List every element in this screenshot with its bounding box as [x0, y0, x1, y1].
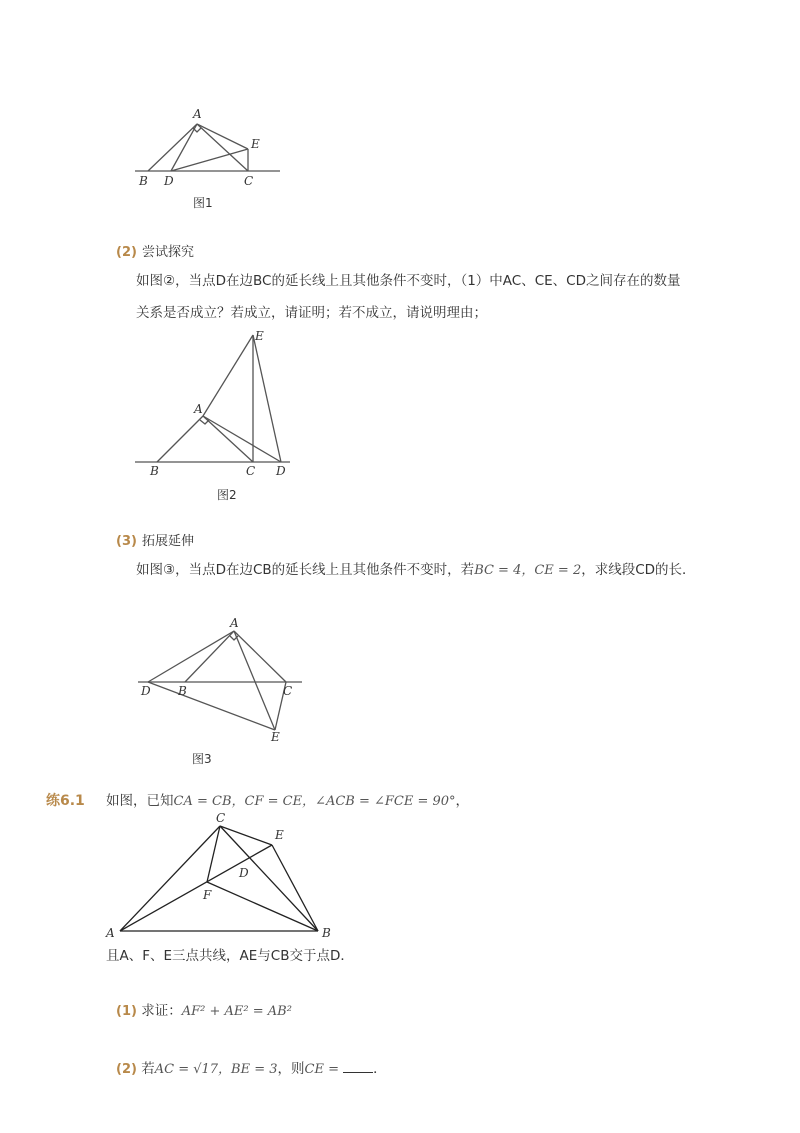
exercise-intro [106, 791, 469, 812]
fig1-label-E: E [251, 137, 260, 151]
ex-label-D: D [239, 866, 249, 880]
exercise-tag: 练6.1 [46, 793, 85, 809]
q1-number: (1) [116, 1004, 137, 1019]
answer-blank[interactable] [343, 1062, 373, 1073]
ex-label-A: A [106, 926, 115, 940]
q1-text: 求证： [141, 1003, 182, 1019]
fig3-label-A: A [230, 616, 239, 630]
part3-line1-b: ，求线段CD的长． [581, 562, 696, 578]
part3-line1 [136, 560, 696, 581]
part2-title: 尝试探究 [142, 245, 195, 260]
q2-math2: CE = [304, 1062, 344, 1077]
exercise-q2 [116, 1059, 387, 1080]
fig1-label-D: D [164, 174, 174, 188]
part2-line1: 如图②，当点D在边BC的延长线上且其他条件不变时，（1）中AC、CE、CD之间存在的数量 [136, 273, 681, 289]
fig2-label-A: A [194, 402, 203, 416]
exercise-intro-b: ， [455, 793, 470, 809]
fig3-label-B: B [178, 684, 187, 698]
exercise-intro-math: CA = CB，CF = CE，∠ACB = ∠FCE = 90° [173, 794, 456, 809]
figure-1 [130, 100, 290, 190]
fig2-caption: 图2 [217, 488, 237, 502]
part3-line1-a: 如图③，当点D在边CB的延长线上且其他条件不变时，若 [136, 562, 475, 578]
part3-heading [116, 530, 194, 549]
q2-text-a: 若 [141, 1061, 155, 1077]
part2-number: (2) [116, 245, 137, 260]
exercise-condition: 且A、F、E三点共线，AE与CB交于点D． [106, 948, 354, 964]
fig1-label-A: A [193, 107, 202, 121]
part2-heading [116, 241, 194, 260]
figure-2 [130, 325, 300, 485]
fig3-label-E: E [271, 730, 280, 744]
ex-label-B: B [322, 926, 331, 940]
fig3-label-C: C [283, 684, 293, 698]
q1-math: AF² + AE² = AB² [181, 1004, 292, 1019]
fig2-label-D: D [276, 464, 286, 478]
part2-line2: 关系是否成立？若成立，请证明；若不成立，请说明理由； [136, 305, 487, 321]
exercise-q1 [116, 1001, 292, 1022]
fig3-label-D: D [141, 684, 151, 698]
exercise-figure [100, 812, 350, 944]
fig1-label-C: C [244, 174, 254, 188]
part3-title: 拓展延伸 [142, 534, 195, 549]
ex-label-E: E [275, 828, 284, 842]
part3-line1-math: BC = 4，CE = 2 [474, 563, 582, 578]
fig2-label-B: B [150, 464, 159, 478]
fig3-caption: 图3 [192, 752, 212, 766]
fig1-label-B: B [139, 174, 148, 188]
q2-math1: AC = √17，BE = 3 [154, 1062, 278, 1077]
q2-number: (2) [116, 1062, 137, 1077]
q2-end: ． [373, 1061, 387, 1077]
figure-3 [130, 612, 310, 747]
part3-number: (3) [116, 534, 137, 549]
q2-text-b: ，则 [277, 1061, 305, 1077]
fig1-caption: 图1 [193, 196, 213, 210]
ex-label-C: C [216, 812, 226, 825]
ex-label-F: F [203, 888, 212, 902]
fig2-label-E: E [255, 329, 264, 343]
exercise-intro-a: 如图，已知 [106, 793, 174, 809]
fig2-label-C: C [246, 464, 256, 478]
